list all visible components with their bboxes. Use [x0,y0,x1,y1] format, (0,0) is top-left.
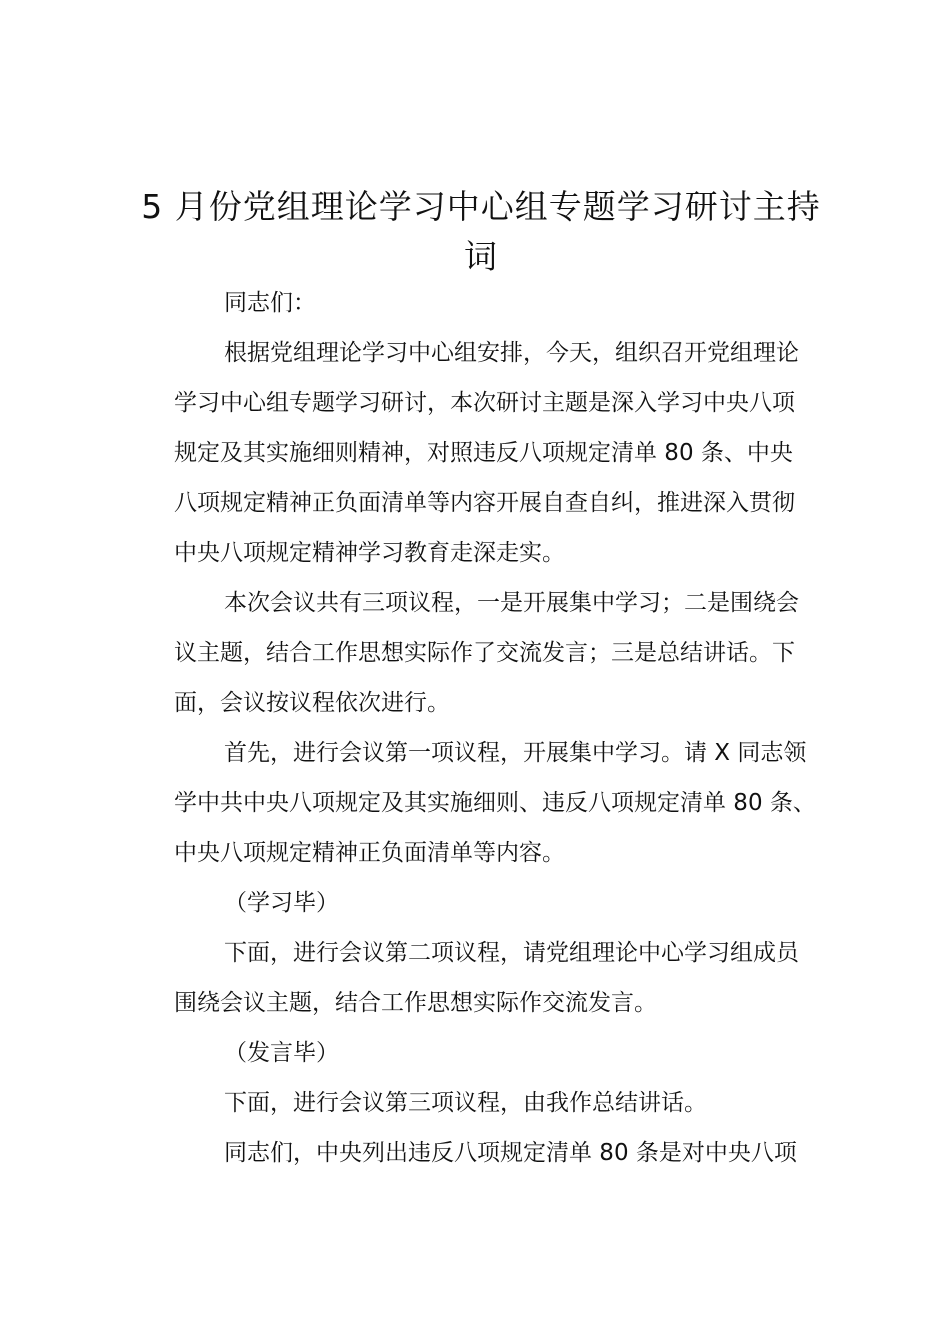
paragraph-greeting [128,278,840,328]
text-line: （发言毕） [224,1040,339,1066]
document-title [128,182,834,282]
text-line: 同志们： [224,290,316,316]
text-line: （学习毕） [224,890,339,916]
document-body [128,278,840,1178]
text-line: 中央八项规定精神学习教育走深走实。 [174,540,565,566]
paragraph-agenda [128,578,840,728]
text-line: 首先，进行会议第一项议程，开展集中学习。请 X 同志领 [224,740,807,766]
text-line: 面，会议按议程依次进行。 [174,690,450,716]
title-line: 词 [464,237,498,276]
paragraph-second-item [128,928,840,1028]
title-line: 5 月份党组理论学习中心组专题学习研讨主持 [141,187,821,226]
text-line: 规定及其实施细则精神，对照违反八项规定清单 80 条、中央 [174,440,793,466]
paragraph-study-end [128,878,840,928]
paragraph-first-item [128,728,840,878]
text-line: 议主题，结合工作思想实际作了交流发言；三是总结讲话。下 [174,640,795,666]
text-line: 下面，进行会议第二项议程，请党组理论中心学习组成员 [224,940,799,966]
text-line: 学习中心组专题学习研讨，本次研讨主题是深入学习中央八项 [174,390,795,416]
text-line: 学中共中央八项规定及其实施细则、违反八项规定清单 80 条、 [174,790,816,816]
paragraph-speech-end [128,1028,840,1078]
paragraph-intro [128,328,840,578]
text-line: 下面，进行会议第三项议程，由我作总结讲话。 [224,1090,707,1116]
paragraph-third-item [128,1078,840,1128]
text-line: 围绕会议主题，结合工作思想实际作交流发言。 [174,990,657,1016]
text-line: 八项规定精神正负面清单等内容开展自查自纠，推进深入贯彻 [174,490,795,516]
text-line: 本次会议共有三项议程，一是开展集中学习；二是围绕会 [224,590,799,616]
text-line: 中央八项规定精神正负面清单等内容。 [174,840,565,866]
paragraph-summary [128,1128,840,1178]
text-line: 根据党组理论学习中心组安排，今天，组织召开党组理论 [224,340,799,366]
text-line: 同志们，中央列出违反八项规定清单 80 条是对中央八项 [224,1140,797,1166]
